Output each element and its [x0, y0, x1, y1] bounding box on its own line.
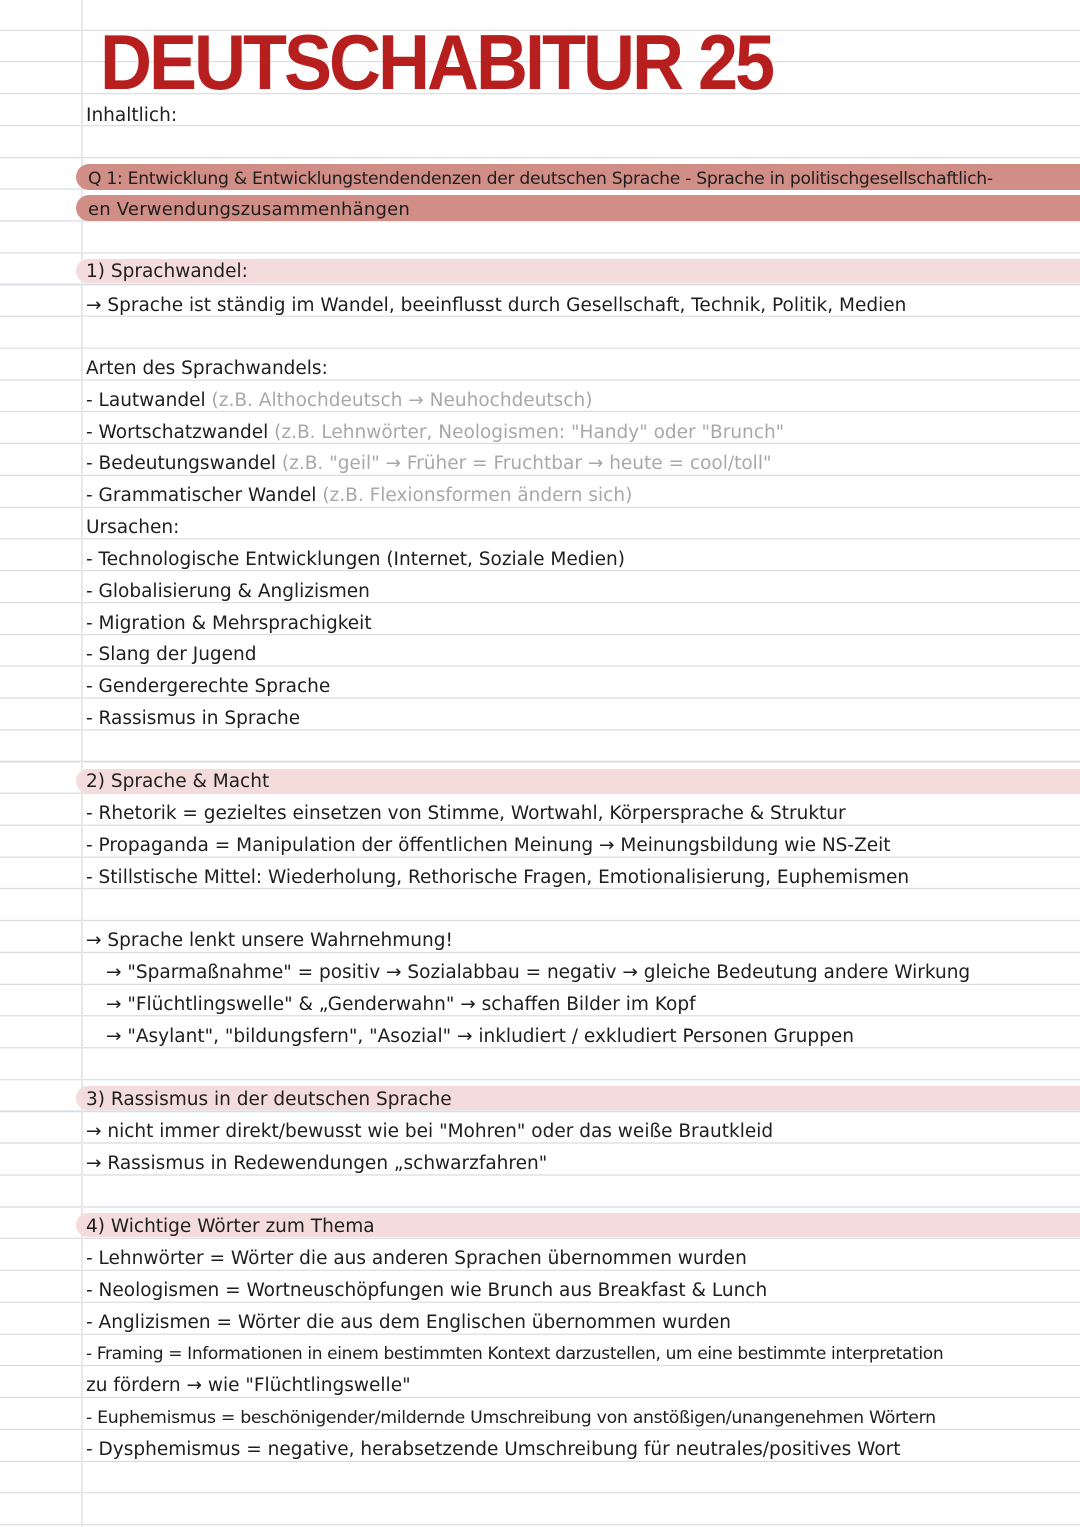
arten-item-grammatischer-wandel — [86, 483, 632, 509]
arten-item-bedeutungswandel — [86, 451, 771, 477]
arten-example: (z.B. Lehnwörter, Neologismen: "Handy" oder "Brunch" — [274, 422, 785, 443]
page-title: DEUTSCHABITUR 25 — [100, 20, 773, 107]
section4-item: - Framing = Informationen in einem bestimmten Kontext darzustellen, um eine bestimmte interpretation — [86, 1344, 944, 1364]
margin-line — [81, 0, 83, 1527]
q1-title-line1: Q 1: Entwicklung & Entwicklungstendendenzen der deutschen Sprache - Sprache in politischgesellschaftlich- — [88, 169, 993, 189]
section2-example: → "Asylant", "bildungsfern", "Asozial" → inkludiert / exkludiert Personen Gruppen — [106, 1026, 854, 1047]
section4-item: - Neologismen = Wortneuschöpfungen wie Brunch aus Breakfast & Lunch — [86, 1280, 768, 1301]
arten-example: (z.B. Flexionsformen ändern sich) — [322, 485, 633, 506]
ursachen-item: - Rassismus in Sprache — [86, 708, 301, 729]
section4-heading: 4) Wichtige Wörter zum Thema — [86, 1216, 375, 1237]
section3-heading: 3) Rassismus in der deutschen Sprache — [86, 1089, 452, 1110]
section4-item: - Lehnwörter = Wörter die aus anderen Sprachen übernommen wurden — [86, 1248, 747, 1269]
section2-example: → "Sparmaßnahme" = positiv → Sozialabbau = negativ → gleiche Bedeutung andere Wirkung — [106, 962, 971, 983]
ursachen-item: - Gendergerechte Sprache — [86, 676, 331, 697]
section4-item-continuation: zu fördern → wie "Flüchtlingswelle" — [86, 1375, 411, 1396]
section2-item: - Rhetorik = gezieltes einsetzen von Stimme, Wortwahl, Körpersprache & Struktur — [86, 803, 846, 824]
arten-heading: Arten des Sprachwandels: — [86, 358, 328, 379]
section4-item: - Dysphemismus = negative, herabsetzende Umschreibung für neutrales/positives Wort — [86, 1439, 901, 1460]
arten-example: (z.B. Althochdeutsch → Neuhochdeutsch) — [211, 390, 593, 411]
ursachen-item: - Globalisierung & Anglizismen — [86, 581, 370, 602]
inhaltlich-label: Inhaltlich: — [86, 105, 178, 126]
section2-lenkt: → Sprache lenkt unsere Wahrnehmung! — [86, 930, 453, 951]
section3-item: → nicht immer direkt/bewusst wie bei "Mohren" oder das weiße Brautkleid — [86, 1121, 774, 1142]
arten-example: (z.B. "geil" → Früher = Fruchtbar → heute = cool/toll" — [281, 453, 772, 474]
section3-item: → Rassismus in Redewendungen „schwarzfahren" — [86, 1153, 548, 1174]
arten-term: - Bedeutungswandel — [86, 453, 277, 474]
ursachen-item: - Technologische Entwicklungen (Internet, Soziale Medien) — [86, 549, 625, 570]
section2-heading: 2) Sprache & Macht — [86, 771, 270, 792]
arten-item-lautwandel — [86, 388, 592, 414]
section2-example: → "Flüchtlingswelle" & „Genderwahn" → schaffen Bilder im Kopf — [106, 994, 696, 1015]
section2-item: - Propaganda = Manipulation der öffentlichen Meinung → Meinungsbildung wie NS-Zeit — [86, 835, 891, 856]
q1-title-line2: en Verwendungszusammenhängen — [88, 199, 411, 220]
section1-heading: 1) Sprachwandel: — [86, 261, 248, 282]
arten-term: - Grammatischer Wandel — [86, 485, 317, 506]
ursachen-heading: Ursachen: — [86, 517, 180, 538]
arten-term: - Lautwandel — [86, 390, 206, 411]
ursachen-item: - Migration & Mehrsprachigkeit — [86, 613, 372, 634]
section4-item: - Anglizismen = Wörter die aus dem Englischen übernommen wurden — [86, 1312, 731, 1333]
section1-intro: → Sprache ist ständig im Wandel, beeinflusst durch Gesellschaft, Technik, Politik, Medien — [86, 295, 907, 316]
section2-item: - Stillstische Mittel: Wiederholung, Rethorische Fragen, Emotionalisierung, Euphemismen — [86, 867, 910, 888]
section4-item: - Euphemismus = beschönigender/mildernde Umschreibung von anstößigen/unangenehmen Wörtern — [86, 1408, 936, 1428]
arten-item-wortschatzwandel — [86, 420, 784, 446]
ursachen-item: - Slang der Jugend — [86, 644, 257, 665]
arten-term: - Wortschatzwandel — [86, 422, 269, 443]
